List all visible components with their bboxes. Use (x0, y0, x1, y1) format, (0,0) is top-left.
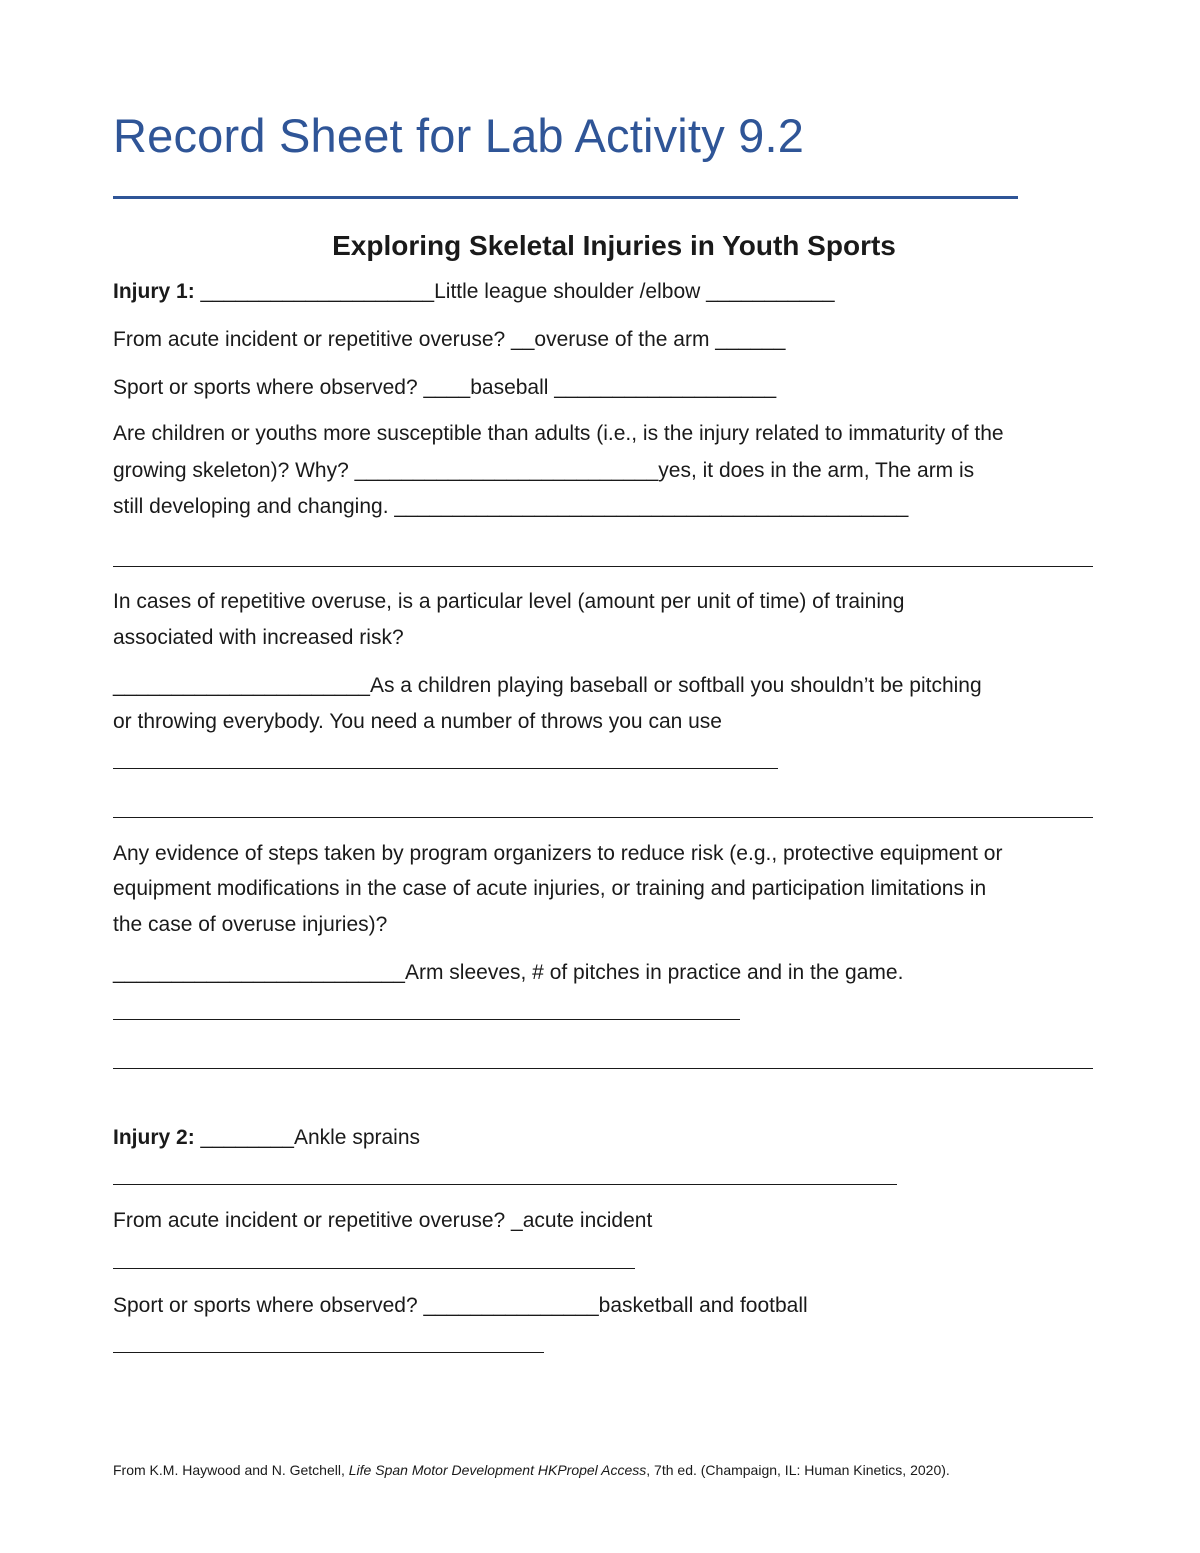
answer-rule (113, 1068, 1093, 1069)
answer-rule (113, 1352, 544, 1353)
injury1-overuse-question-line-1: In cases of repetitive overuse, is a particular level (amount per unit of time) of training (113, 590, 905, 613)
injury1-overuse-answer-line-1: ______________________As a children playing baseball or softball you shouldn’t be pitching (113, 674, 982, 697)
answer-rule (113, 1268, 635, 1269)
answer-rule (113, 1019, 740, 1020)
injury1-evidence-question-line-2: equipment modifications in the case of acute injuries, or training and participation limitations in (113, 877, 987, 900)
injury1-susceptible-line-3: still developing and changing. ____________________________________________ (113, 495, 909, 518)
injury1-name-answer: ____________________Little league shoulder /elbow ___________ (194, 280, 835, 303)
injury1-overuse-answer-line-2: or throwing everybody. You need a number of throws you can use (113, 710, 722, 733)
injury2-acute-question: From acute incident or repetitive overuse? _acute incident (113, 1209, 653, 1232)
injury1-name-line (113, 274, 835, 310)
injury1-sport-question: Sport or sports where observed? ____baseball ___________________ (113, 376, 777, 399)
answer-rule (113, 768, 778, 769)
answer-rule (113, 817, 1093, 818)
citation-prefix: From K.M. Haywood and N. Getchell, (113, 1462, 349, 1478)
answer-rule (113, 566, 1093, 567)
injury2-name-line (113, 1120, 420, 1156)
answer-rule (113, 1184, 897, 1185)
injury1-label: Injury 1: (113, 280, 195, 303)
injury1-evidence-question-line-3: the case of overuse injuries)? (113, 913, 388, 936)
injury1-susceptible-line-2: growing skeleton)? Why? __________________________yes, it does in the arm, The arm is (113, 459, 975, 482)
injury1-evidence-question-line-1: Any evidence of steps taken by program organizers to reduce risk (e.g., protective equipment or (113, 842, 1003, 865)
citation-suffix: , 7th ed. (Champaign, IL: Human Kinetics, 2020). (646, 1462, 950, 1478)
page-title: Record Sheet for Lab Activity 9.2 (113, 109, 805, 162)
injury1-susceptible-line-1: Are children or youths more susceptible than adults (i.e., is the injury related to immaturity of the (113, 422, 1004, 445)
page-subtitle: Exploring Skeletal Injuries in Youth Sports (332, 230, 896, 261)
injury2-sport-question: Sport or sports where observed? _______________basketball and football (113, 1294, 808, 1317)
citation-book-title: Life Span Motor Development HKPropel Access (348, 1462, 647, 1478)
injury2-name-answer: ________Ankle sprains (194, 1126, 421, 1149)
injury1-overuse-question-line-2: associated with increased risk? (113, 626, 404, 649)
injury1-acute-question: From acute incident or repetitive overuse? __overuse of the arm ______ (113, 328, 786, 351)
title-underline (113, 196, 1018, 199)
injury2-label: Injury 2: (113, 1126, 195, 1149)
citation-footer (113, 1462, 950, 1478)
injury1-evidence-answer: _________________________Arm sleeves, # of pitches in practice and in the game. (113, 961, 904, 984)
